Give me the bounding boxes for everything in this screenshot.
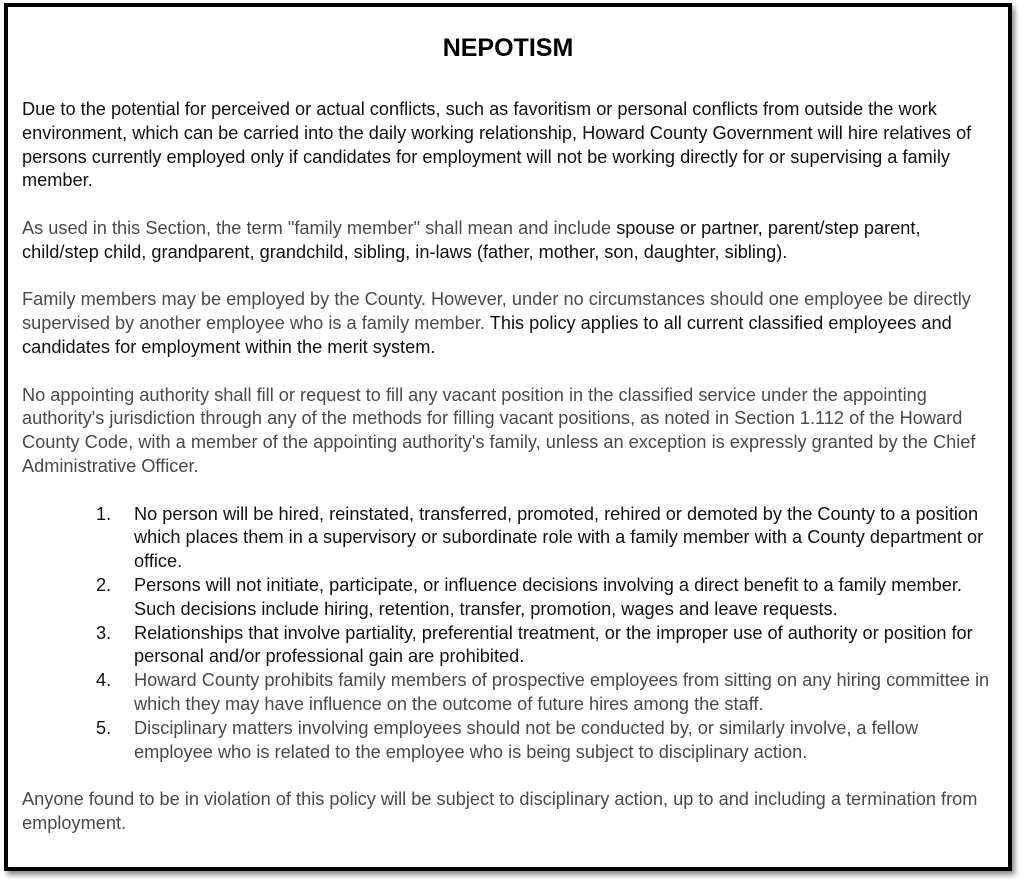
list-text: Persons will not initiate, participate, or influence decisions involving a direct benefit to a family member. Such decisions include hiring, retention, transfer, promotion, wages and leave requests.	[134, 574, 962, 619]
list-item	[22, 717, 994, 765]
list-item	[22, 622, 994, 670]
list-number: 5.	[96, 717, 112, 738]
appointing-authority-paragraph: No appointing authority shall fill or request to fill any vacant position in the classified service under the appointing authority's jurisdiction through any of the methods for filling vacant positions, as noted in Section 1.112 of the Howard County Code, with a member of the appointing authority's family, unless an exception is expressly granted by the Chief Administrative Officer.	[22, 384, 976, 476]
policy-content	[22, 98, 994, 860]
list-text: Disciplinary matters involving employees should not be conducted by, or similarly involve, a fellow employee who is related to the employee who is being subject to disciplinary action.	[134, 717, 919, 762]
list-number: 4.	[96, 670, 112, 691]
definition-lead: As used in this Section, the term "family member" shall mean and include	[22, 217, 617, 238]
list-text: Howard County prohibits family members of prospective employees from sitting on any hiring committee in which they may have influence on the outcome of future hires among the staff.	[134, 670, 990, 714]
closing-paragraph: Anyone found to be in violation of this policy will be subject to disciplinary action, up to and including a termination from employment.	[22, 789, 978, 833]
intro-paragraph: Due to the potential for perceived or actual conflicts, such as favoritism or personal conflicts from outside the work environment, which can be carried into the daily working relationship, Howard County Government will hire relatives of persons currently employed only if candidates for employment will not be working directly for or supervising a family member.	[22, 99, 972, 191]
policy-frame	[4, 3, 1012, 871]
list-number: 3.	[96, 622, 112, 643]
definition-paragraph	[22, 217, 994, 265]
list-item	[22, 669, 994, 717]
list-text: No person will be hired, reinstated, transferred, promoted, rehired or demoted by the County to a position which places them in a supervisory or subordinate role with a family member with a County department or office.	[134, 503, 984, 572]
list-number: 1.	[96, 503, 112, 524]
list-item	[22, 503, 994, 574]
rules-list	[22, 503, 994, 765]
employment-scope: This policy applies to all current classified employees and candidates for employment within the merit system.	[22, 313, 952, 357]
page-title: NEPOTISM	[442, 34, 574, 62]
definition-list: spouse or partner, parent/step parent, child/step child, grandparent, grandchild, sibling, in-laws (father, mother, son, daughter, sibling).	[22, 217, 921, 262]
employment-paragraph	[22, 288, 994, 359]
list-item	[22, 574, 994, 622]
list-number: 2.	[96, 574, 112, 595]
employment-lead: Family members may be employed by the County. However, under no circumstances should one employee be directly supervised by another employee who is a family member.	[22, 289, 971, 334]
list-text: Relationships that involve partiality, preferential treatment, or the improper use of authority or position for personal and/or professional gain are prohibited.	[134, 622, 973, 667]
